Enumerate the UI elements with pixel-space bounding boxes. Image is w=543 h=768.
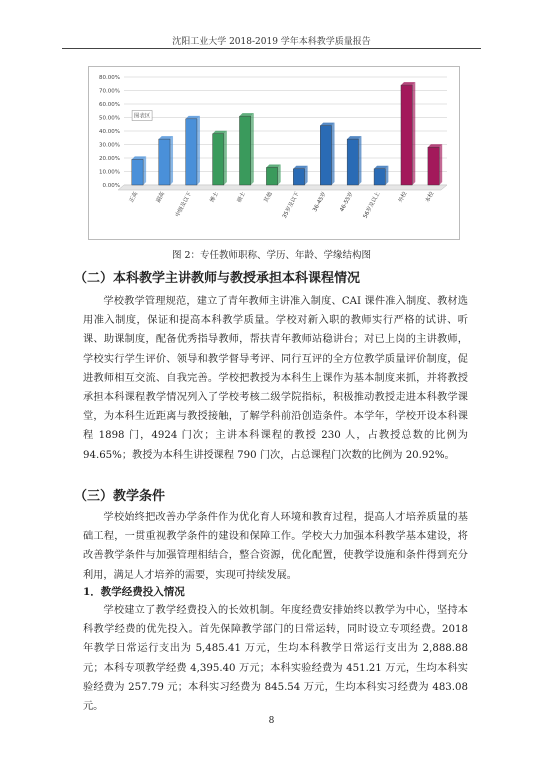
bar-side <box>143 156 146 185</box>
x-category-label: 副高 <box>155 191 167 204</box>
x-category-label: 中级及以下 <box>174 191 194 219</box>
x-category-label: 本校 <box>424 191 436 204</box>
y-tick-label: 80.00% <box>99 75 120 81</box>
bar <box>347 139 358 185</box>
y-tick-label: 50.00% <box>99 115 120 122</box>
bar-side <box>412 82 415 185</box>
y-tick-label: 60.00% <box>99 102 120 108</box>
chart-floor <box>118 185 447 190</box>
bar <box>374 169 385 185</box>
y-tick-label: 20.00% <box>99 156 120 162</box>
x-category-label: 正高 <box>128 191 140 204</box>
x-category-label: 36-45岁 <box>312 191 328 213</box>
section-paragraph-teachers: 学校教学管理规范，建立了青年教师主讲准入制度、CAI 课件准入制度、教材选用准入制度，保证和提高本科教学质量。学校对新入职的教师实行严格的试讲、听课、助课制度，配备优秀指导教师，帮扶青年教师站稳讲台；对已上岗的主讲教师，学校实行学生评价、领导和教学督导考评、同行互评的全方位教学质量评价制度，促进教师相互交流、自我完善。学校把教授为本科生上课作为基本制度来抓，并将教授承担本科课程教学情况列入了学校考核二级学院指标，积极推动教授走进本科教学课堂，为本科生近距离与教授接触，了解学科前沿创造条件。本学年，学校开设本科课程 1898 门，4924 门次；主讲本科课程的教授 230 人，占教授总数的比例为 94.65%；教授为本科生讲授课程 790 门次，占总课程门次数的比例为 20.92%。 <box>83 296 468 461</box>
bar-side <box>278 164 281 185</box>
section-heading-teachers: （二）本科教学主讲教师与教授承担本科课程情况 <box>74 271 361 286</box>
bar-side <box>170 136 173 185</box>
bar-side <box>385 166 388 185</box>
bar <box>266 167 277 185</box>
bar-side <box>251 113 254 185</box>
bar-side <box>305 166 308 185</box>
bar-side <box>197 116 200 185</box>
bar-side <box>332 123 335 185</box>
y-tick-label: 30.00% <box>99 142 120 149</box>
y-tick-label: 0.00% <box>102 183 120 189</box>
x-category-label: 56岁及以上 <box>362 191 382 220</box>
x-category-label: 博士 <box>209 191 220 204</box>
y-tick-label: 10.00% <box>99 169 120 176</box>
bar <box>293 169 304 185</box>
subsection-heading-funding: 1．教学经费投入情况 <box>83 586 185 598</box>
y-tick-label: 40.00% <box>99 129 120 135</box>
subsection-paragraph-funding: 学校建立了教学经费投入的长效机制。年度经费安排始终以教学为中心，坚持本科教学经费的优先投入。首先保障教学部门的日常运转，同时设立专项经费。2018 年教学日常运行支出为 5,485.41 万元，生均本科教学日常运行支出为 2,888.88 元；本科专项教学经费 4,395.40 万元；本科实验经费为 451.21 万元，生均本科实验经费为 257.79 元；本科实习经费为 845.54 万元，生均本科实习经费为 483.08 元。 <box>83 605 468 713</box>
x-category-label: 其他 <box>263 191 274 204</box>
x-category-label: 硕士 <box>236 191 247 204</box>
bar <box>239 116 250 185</box>
page-header: 沈阳工业大学 2018-2019 学年本科教学质量报告 <box>62 34 481 49</box>
bar-side <box>358 136 361 185</box>
page-number: 8 <box>268 716 275 726</box>
bar <box>132 159 143 185</box>
figure-caption: 图 2：专任教师职称、学历、年龄、学缘结构图 <box>171 250 372 261</box>
y-tick-label: 70.00% <box>99 88 120 95</box>
x-category-label: 46-55岁 <box>339 191 355 213</box>
bar-side <box>439 144 442 185</box>
chart-annotation: 图表区 <box>133 113 151 120</box>
x-category-label: 35岁及以下 <box>281 191 301 220</box>
section-heading-conditions: （三）教学条件 <box>74 489 166 504</box>
bar-side <box>224 131 227 185</box>
x-category-label: 外校 <box>397 191 409 204</box>
bar-chart <box>89 67 459 239</box>
bar <box>186 119 197 185</box>
bar <box>213 134 224 185</box>
bar <box>320 126 331 185</box>
chart-frame <box>88 66 460 240</box>
section-paragraph-conditions: 学校始终把改善办学条件作为优化育人环境和教育过程，提高人才培养质量的基础工程，一贯重视教学条件的建设和保障工作。学校大力加强本科教学基本建设，将改善教学条件与加强管理相结合，整合资源，优化配置，使教学设施和条件得到充分利用，满足人才培养的需要，实现可持续发展。 <box>83 512 468 581</box>
bar <box>159 139 170 185</box>
bar <box>401 85 412 185</box>
bar <box>428 147 439 185</box>
